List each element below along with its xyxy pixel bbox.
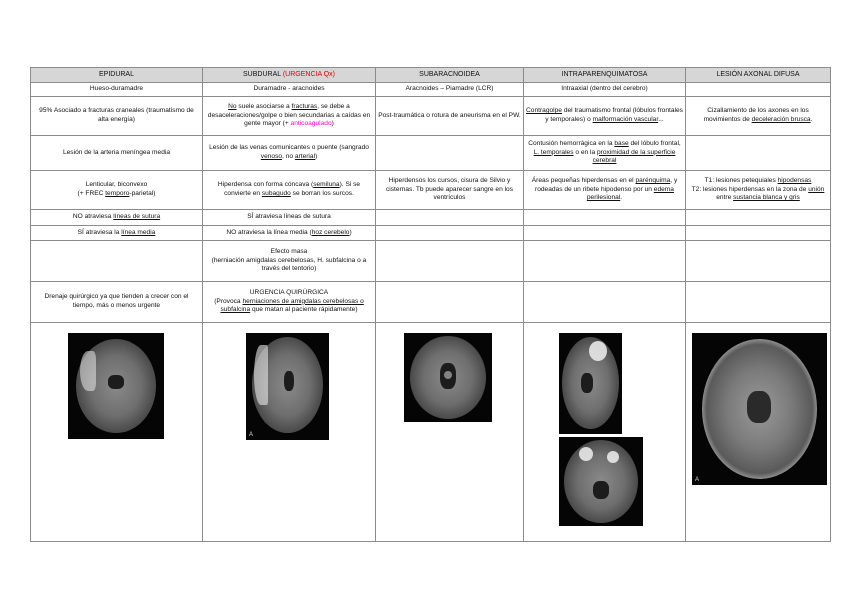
cell-empty (524, 241, 686, 282)
row-cause (31, 97, 831, 136)
row-suture (31, 210, 831, 226)
subdural-image-mark: A (249, 432, 254, 438)
cell-shape-intra: Áreas pequeñas hiperdensas en el parénquima, y rodeadas de un ribete hipodenso por un edema perilesional. (524, 171, 686, 210)
header-intraparenquimatosa: INTRAPARENQUIMATOSA (524, 68, 686, 83)
cell-empty (686, 241, 831, 282)
cell-cause-subaracnoidea: Post-traumática o rotura de aneurisma en el PW. (376, 97, 524, 136)
cell-empty (524, 282, 686, 323)
row-treatment (31, 282, 831, 323)
intraparenquimatosa-ct-image-1 (559, 333, 622, 434)
axonal-mri-image (692, 333, 827, 485)
cell-midline-subdural: NO atraviesa la línea media (hoz cerebelo) (203, 226, 376, 241)
cell-location-axonal (686, 83, 831, 97)
header-epidural: EPIDURAL (31, 68, 203, 83)
cell-midline-epidural: SÍ atraviesa la línea media (31, 226, 203, 241)
cell-empty (686, 226, 831, 241)
urgent-label: (URGENCIA Qx) (282, 70, 335, 78)
cell-treatment-epidural: Drenaje quirúrgico ya que tienden a crecer con el tiempo, más o menos urgente (31, 282, 203, 323)
cell-mass-subdural: Efecto masa (herniación amigdalas cerebelosas, H. subfalcina o a través del tentorio) (203, 241, 376, 282)
cell-cause-subdural: No suele asociarse a fracturas, se debe a desaceleraciones/golpe o bien secundarias a caídas en gente mayor (+ anticoagulado) (203, 97, 376, 136)
cell-empty (376, 226, 524, 241)
row-mass (31, 241, 831, 282)
cell-shape-subdural: Hiperdensa con forma cóncava (semiluna). Si se convierte en subagudo se borran los surcos. (203, 171, 376, 210)
cell-location-subaracnoidea: Aracnoides – Piamadre (LCR) (376, 83, 524, 97)
epidural-ct-image (68, 333, 164, 439)
header-axonal: LESIÓN AXONAL DIFUSA (686, 68, 831, 83)
cell-cause-axonal: Cizallamiento de los axones en los movimientos de deceleración brusca. (686, 97, 831, 136)
cell-empty (376, 282, 524, 323)
row-shape (31, 171, 831, 210)
cell-shape-epidural: Lenticular, biconvexo (+ FREC temporo-parietal) (31, 171, 203, 210)
intraparenquimatosa-ct-image-2 (559, 437, 643, 526)
cell-empty (376, 210, 524, 226)
cell-empty (524, 210, 686, 226)
cell-cause-epidural: 95% Asociado a fracturas craneales (traumatismo de alta energía) (31, 97, 203, 136)
row-midline (31, 226, 831, 241)
row-location (31, 83, 831, 97)
cell-location-intra: Intraaxial (dentro del cerebro) (524, 83, 686, 97)
subaracnoidea-ct-image (404, 333, 492, 422)
subdural-ct-image (246, 333, 329, 440)
row-vessel (31, 136, 831, 171)
cell-vessel-intra: Contusión hemorrágica en la base del lóbulo frontal, L. temporales o en la proximidad de la superficie cerebral (524, 136, 686, 171)
cell-cause-intra: Contragolpe del traumatismo frontal (lóbulos frontales y temporales) o malformación vascular... (524, 97, 686, 136)
cell-suture-subdural: SÍ atraviesa líneas de sutura (203, 210, 376, 226)
cell-location-subdural: Duramadre - aracnoides (203, 83, 376, 97)
cell-vessel-epidural: Lesión de la arteria meníngea media (31, 136, 203, 171)
cell-treatment-subdural: URGENCIA QUIRÚRGICA (Provoca herniaciones de amigdalas cerebelosas o subfalcina que matan al paciente rápidamente) (203, 282, 376, 323)
cell-vessel-axonal (686, 136, 831, 171)
header-subdural: SUBDURAL (URGENCIA Qx) (203, 68, 376, 83)
cell-empty (686, 210, 831, 226)
cell-empty (376, 241, 524, 282)
header-row (31, 68, 831, 83)
header-subaracnoidea: SUBARACNOIDEA (376, 68, 524, 83)
cell-empty (686, 282, 831, 323)
cell-location-epidural: Hueso-duramadre (31, 83, 203, 97)
cell-shape-subaracnoidea: Hiperdensos los cursos, cisura de Silvio y cisternas. Tb puede aparecer sangre en los ventrículos (376, 171, 524, 210)
cell-shape-axonal: T1: lesiones petequiales hipodensas T2: lesiones hiperdensas en la zona de unión entre sustancia blanca y gris (686, 171, 831, 210)
axonal-image-mark: A (695, 477, 700, 483)
cell-empty (524, 226, 686, 241)
cell-empty (31, 241, 203, 282)
cell-suture-epidural: NO atraviesa líneas de sutura (31, 210, 203, 226)
cell-vessel-subaracnoidea (376, 136, 524, 171)
cell-vessel-subdural: Lesión de las venas comunicantes o puente (sangrado venoso, no arterial) (203, 136, 376, 171)
